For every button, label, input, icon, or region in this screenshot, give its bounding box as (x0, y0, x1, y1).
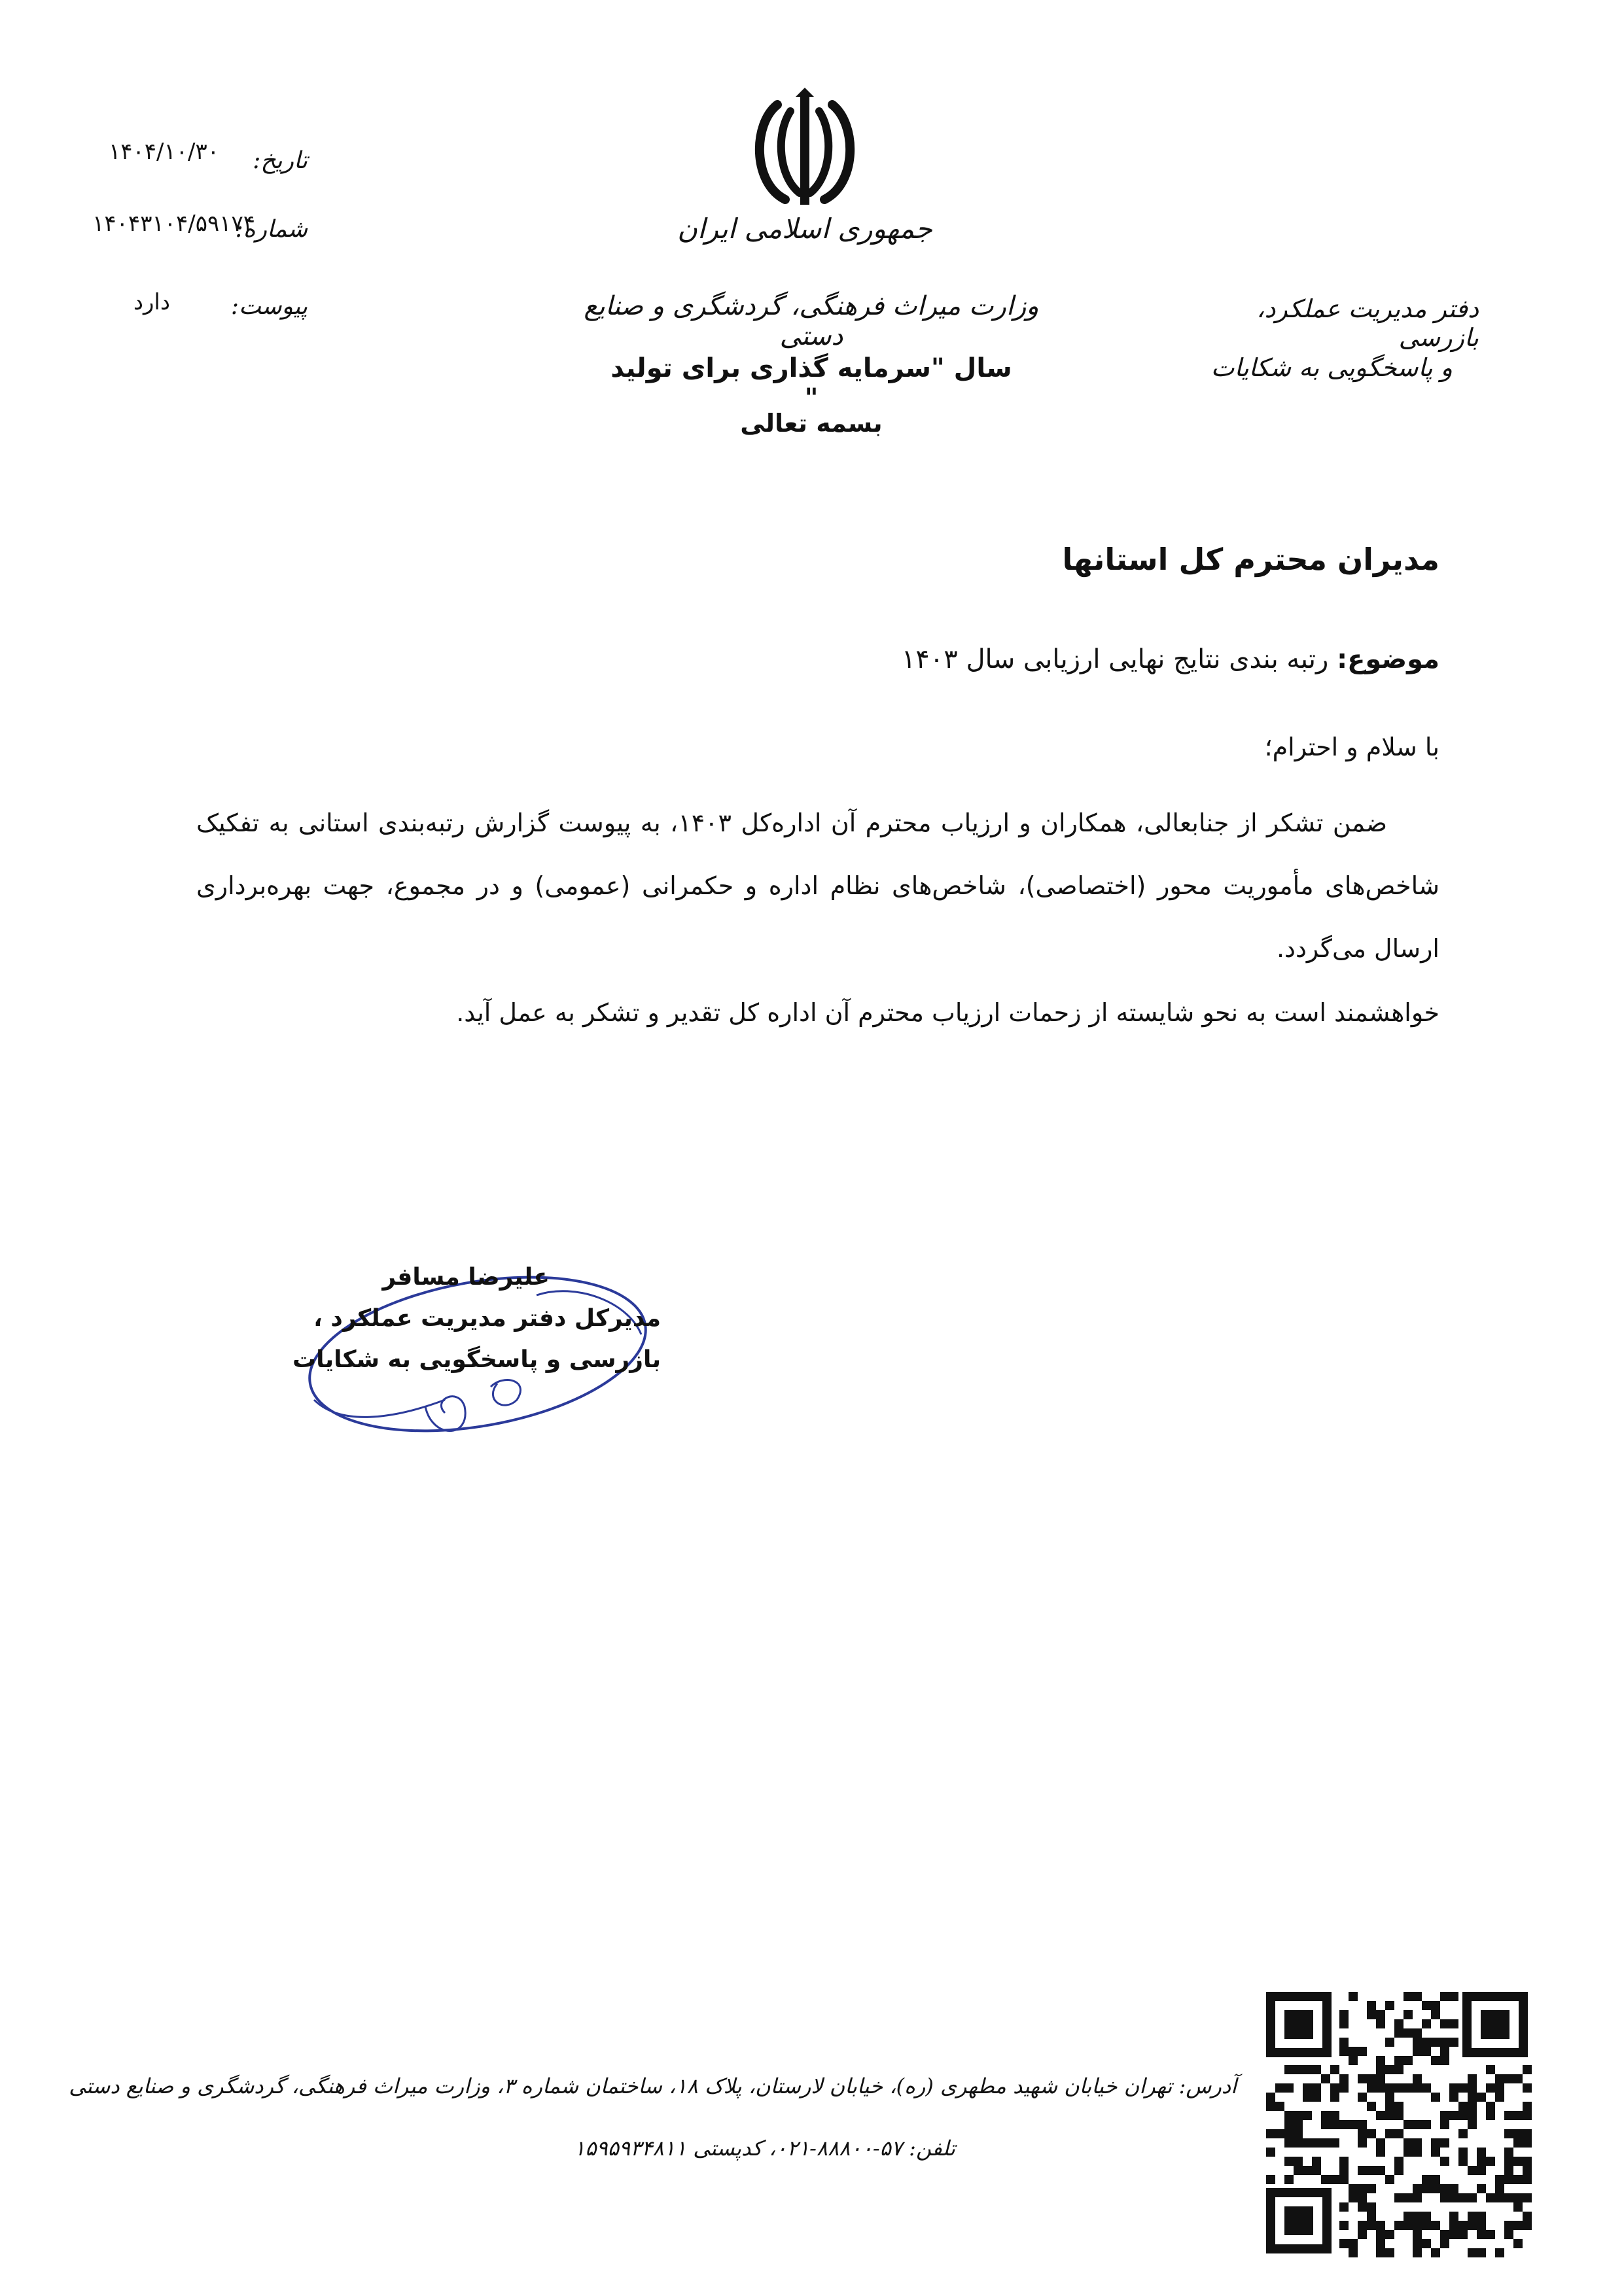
office-line-1: دفتر مدیریت عملکرد، بازرسی (1256, 294, 1479, 352)
signature-block (292, 1243, 667, 1459)
signer-title-1: مدیرکل دفتر مدیریت عملکرد ، (313, 1305, 661, 1332)
signer-title-2: بازرسی و پاسخگویی به شکایات (292, 1346, 661, 1373)
greeting: با سلام و احترام؛ (1264, 733, 1439, 761)
number-value: ۱۴۰۴۳۱۰۴/۵۹۱۷۴ (92, 211, 255, 237)
paragraph-1: ضمن تشکر از جنابعالی، همکاران و ارزیاب محترم آن اداره‌کل ۱۴۰۳، به پیوست گزارش رتبه‌بندی استانی به تفکیک شاخص‌های مأموریت محور (اختصاصی)، شاخص‌های نظام اداره و حکمرانی (عمومی) و در مجموع، جهت بهره‌برداری ارسال می‌گردد. (196, 809, 1439, 963)
qr-code-icon (1260, 1985, 1534, 2260)
emblem (739, 85, 870, 216)
iran-emblem-icon (739, 85, 870, 216)
recipient: مدیران محترم کل استانها (1062, 542, 1439, 577)
footer-phone: تلفن: ۵۷-۸۸۸۰۰-۰۲۱، کدپستی ۱۵۹۵۹۳۴۸۱۱ (574, 2136, 955, 2161)
subject-text: رتبه بندی نتایج نهایی ارزیابی سال ۱۴۰۳ (901, 644, 1329, 674)
date-value: ۱۴۰۴/۱۰/۳۰ (108, 139, 219, 165)
signer-name: علیرضا مسافر (382, 1264, 550, 1291)
attachment-label: پیوست: (230, 293, 308, 320)
number-label: شماره: (235, 216, 308, 243)
meta-block (39, 131, 314, 340)
subject-label: موضوع: (1337, 644, 1439, 674)
country-name: جمهوری اسلامی ایران (677, 213, 932, 245)
footer-address: آدرس: تهران خیابان شهید مطهری (ره)، خیابان لارستان، پلاک ۱۸، ساختمان شماره ۳، وزارت میراث فرهنگی، گردشگری و صنایع دستی (69, 2074, 1237, 2098)
office-line-2: و پاسخگویی به شکایات (1210, 353, 1453, 382)
qr-code (1260, 1985, 1534, 2260)
date-label: تاریخ: (253, 147, 308, 174)
paragraph-2: خواهشمند است به نحو شایسته از زحمات ارزیاب محترم آن اداره کل تقدیر و تشکر به عمل آید. (456, 998, 1439, 1027)
ministry-name: وزارت میراث فرهنگی، گردشگری و صنایع دستی (584, 291, 1039, 351)
subject-line (654, 644, 1439, 674)
invocation: بسمه تعالی (740, 409, 883, 438)
year-motto: سال "سرمایه گذاری برای تولید " (610, 353, 1012, 413)
attachment-value: دارد (133, 289, 170, 315)
